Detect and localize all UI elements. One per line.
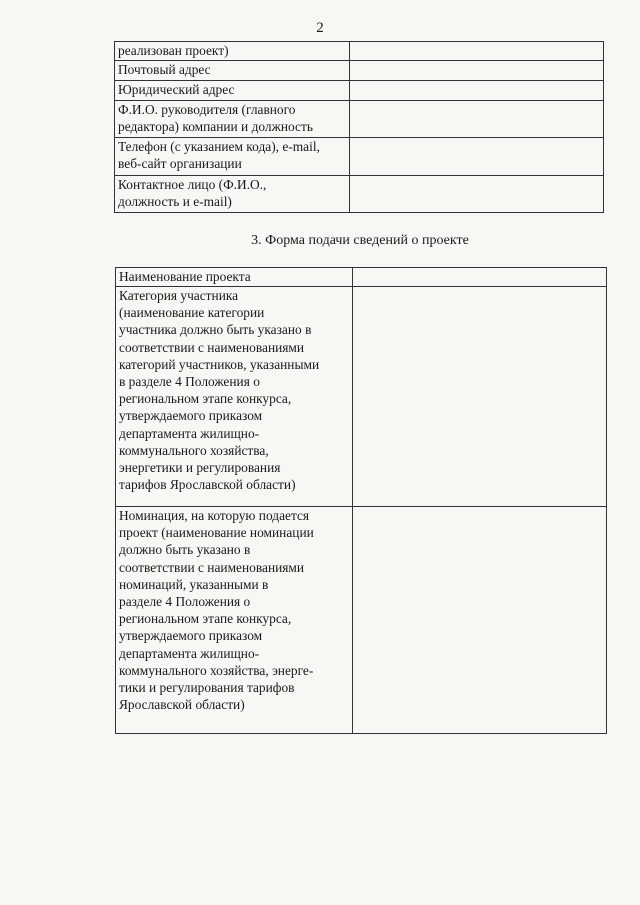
row-label: Категория участника (наименование категории участника должно быть указано в соответствии с наименованиями категорий участников, указанными в разделе 4 Положения о региональном этапе конкурса, утверждаемого приказом департамента жилищно- коммунального хозяйства, энергетики и регулирования тарифов Ярославской области) — [116, 287, 353, 507]
row-label: Наименование проекта — [116, 268, 353, 287]
table-row — [115, 61, 604, 81]
table-row — [115, 81, 604, 101]
page-number: 2 — [316, 20, 324, 36]
row-label: Почтовый адрес — [115, 61, 350, 81]
row-label: реализован проект) — [115, 42, 350, 61]
table-row — [116, 507, 607, 734]
row-value-field[interactable] — [350, 176, 604, 213]
row-label: Контактное лицо (Ф.И.О., должность и e-mail) — [115, 176, 350, 213]
row-value-field[interactable] — [350, 101, 604, 138]
table-row — [116, 268, 607, 287]
row-label: Номинация, на которую подается проект (наименование номинации должно быть указано в соответствии с наименованиями номинаций, указанными в разделе 4 Положения о региональном этапе конкурса, утверждаемого приказом департамента жилищно- коммунального хозяйства, энерге- тики и регулирования тарифов Ярославской области) — [116, 507, 353, 734]
row-value-field[interactable] — [350, 81, 604, 101]
row-value-field[interactable] — [350, 42, 604, 61]
row-value-field[interactable] — [350, 61, 604, 81]
table-row — [115, 42, 604, 61]
table-row — [115, 138, 604, 176]
section-title: 3. Форма подачи сведений о проекте — [251, 233, 469, 248]
organization-info-table — [114, 41, 604, 213]
table-row — [116, 287, 607, 507]
row-label: Ф.И.О. руководителя (главного редактора) компании и должность — [115, 101, 350, 138]
table-row — [115, 176, 604, 213]
table-row — [115, 101, 604, 138]
row-value-field[interactable] — [353, 268, 607, 287]
row-value-field[interactable] — [353, 507, 607, 734]
project-info-table — [115, 267, 607, 734]
row-value-field[interactable] — [350, 138, 604, 176]
row-label: Юридический адрес — [115, 81, 350, 101]
row-label: Телефон (с указанием кода), e-mail, веб-сайт организации — [115, 138, 350, 176]
row-value-field[interactable] — [353, 287, 607, 507]
